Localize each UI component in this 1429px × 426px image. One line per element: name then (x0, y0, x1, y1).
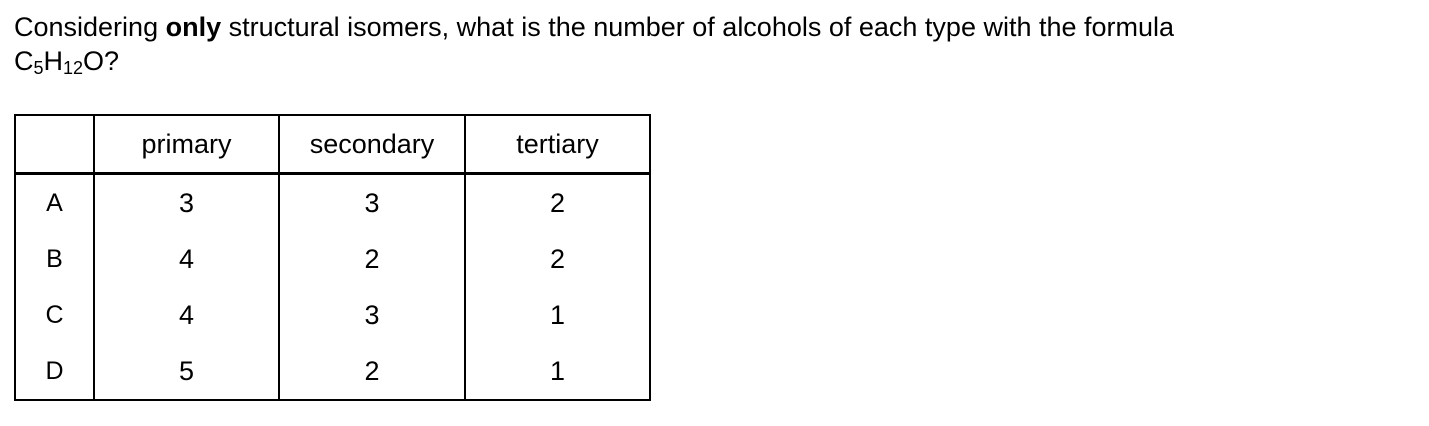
tertiary-count: 1 (465, 343, 650, 400)
option-label: C (15, 287, 94, 343)
secondary-count: 2 (279, 343, 465, 400)
option-label: B (15, 231, 94, 287)
secondary-count: 3 (279, 287, 465, 343)
molecular-formula (14, 46, 119, 76)
question-text (14, 10, 1394, 78)
formula-carbon-count: 5 (33, 58, 44, 78)
formula-hydrogen-count: 12 (63, 58, 84, 78)
table-row (15, 174, 650, 232)
formula-oxygen: O? (83, 46, 120, 76)
table-row (15, 231, 650, 287)
question-body: structural isomers, what is the number of alcohols of each type with the formula (221, 12, 1175, 42)
formula-carbon: C (14, 46, 34, 76)
tertiary-count: 1 (465, 287, 650, 343)
table-row (15, 287, 650, 343)
table-header-row (15, 115, 650, 174)
secondary-count: 3 (279, 174, 465, 232)
formula-hydrogen: H (43, 46, 64, 76)
secondary-count: 2 (279, 231, 465, 287)
option-label: A (15, 174, 94, 232)
primary-count: 5 (94, 343, 279, 400)
table-row (15, 343, 650, 400)
question-emphasis: only (165, 12, 222, 42)
question-intro: Considering (14, 12, 166, 42)
tertiary-count: 2 (465, 174, 650, 232)
header-primary: primary (94, 115, 279, 174)
primary-count: 4 (94, 287, 279, 343)
header-tertiary: tertiary (465, 115, 650, 174)
primary-count: 4 (94, 231, 279, 287)
tertiary-count: 2 (465, 231, 650, 287)
header-secondary: secondary (279, 115, 465, 174)
header-blank (15, 115, 94, 174)
primary-count: 3 (94, 174, 279, 232)
option-label: D (15, 343, 94, 400)
answer-options-table (14, 114, 651, 401)
